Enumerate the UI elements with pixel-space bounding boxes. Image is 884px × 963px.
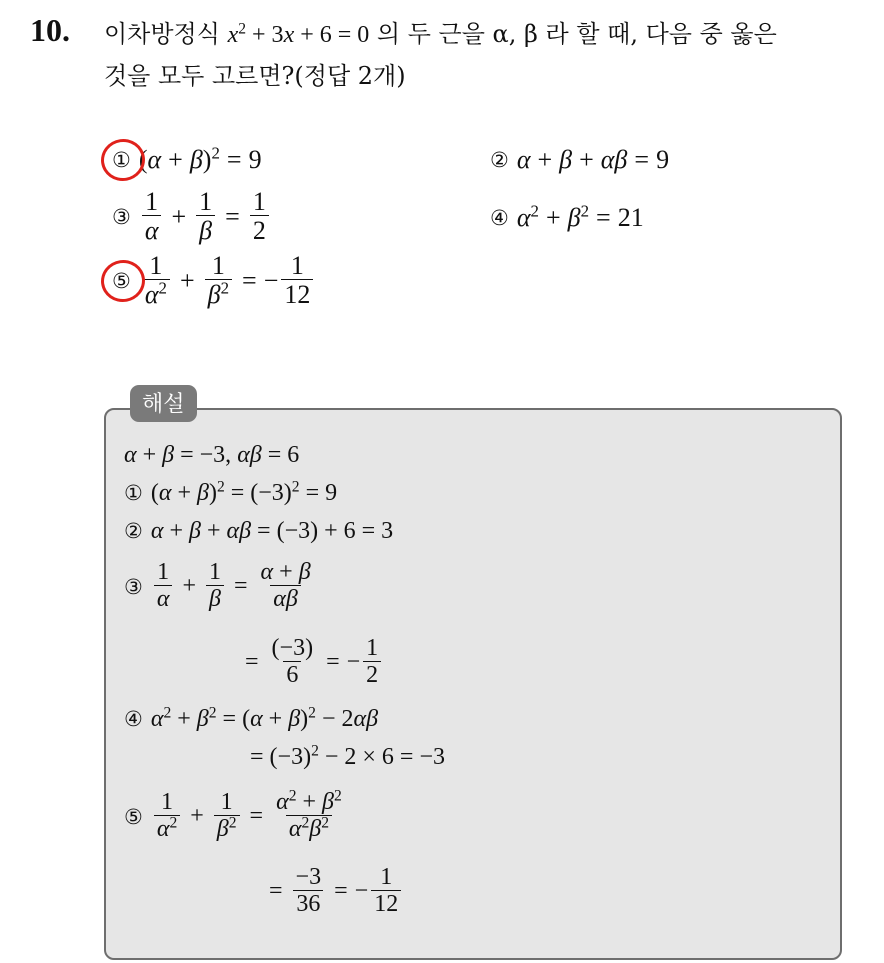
question-text-line2: 것을 모두 고르면?(정답 2개) bbox=[104, 62, 406, 90]
choice-2-label: ② bbox=[490, 148, 509, 172]
choice-2-expression: α + β + αβ = 9 bbox=[516, 145, 670, 174]
choice-3-label: ③ bbox=[112, 205, 131, 230]
choice-5[interactable]: ⑤ $\frac{1}{\alpha^2}$ + $\frac{1}{\beta^2}$ = − $\frac{1}{12}$ bbox=[112, 252, 316, 310]
explanation-tag: 해설 bbox=[130, 385, 197, 422]
explanation-line-4b: = $(-3)^2 - 2 \times 6 = -3$ bbox=[250, 742, 445, 770]
question-text-post: 의 두 근을 α, β 라 할 때, 다음 중 옳은 bbox=[369, 20, 777, 48]
choice-4[interactable] bbox=[490, 203, 644, 233]
explanation-line-4a: ④ $\alpha^2 + \beta^2 = (\alpha + \beta)^2 - 2\alpha\beta$ bbox=[124, 704, 379, 732]
choice-1-label: ① bbox=[112, 148, 131, 172]
explanation-line-3b: = $\frac{(-3)}{6}$ = − $\frac{1}{2}$ bbox=[238, 636, 384, 690]
choice-4-expression: $\alpha^2 + \beta^2 = 21$ bbox=[516, 201, 644, 232]
choice-5-label: ⑤ bbox=[112, 269, 131, 294]
question-text-pre: 이차방정식 bbox=[104, 20, 228, 48]
answer-mark-1 bbox=[98, 136, 147, 184]
choice-3[interactable]: ③ $\frac{1}{\alpha}$ + $\frac{1}{\beta}$ = $\frac{1}{2}$ bbox=[112, 188, 272, 246]
explanation-line-5b: = $\frac{-3}{36}$ = − $\frac{1}{12}$ bbox=[262, 865, 404, 919]
question-equation: $x^2 + 3x + 6 = 0$ bbox=[227, 20, 370, 48]
choice-4-label: ④ bbox=[490, 206, 509, 230]
explanation-line-0: α + β = −3, αβ = 6 bbox=[124, 442, 300, 468]
explanation-line-1: ① $(\alpha + \beta)^2 = (-3)^2 = 9$ bbox=[124, 478, 338, 506]
explanation-line-5a: ⑤ $\frac{1}{\alpha^2}$ + $\frac{1}{\beta^2}$ = $\frac{\alpha^2 + \beta^2}{\alpha^2\beta^2}$ bbox=[124, 787, 342, 843]
explanation-line-2: ② α + β + αβ = (−3) + 6 = 3 bbox=[124, 518, 394, 544]
question-number: 10. bbox=[30, 12, 70, 48]
choice-1-expression: $(\alpha + \beta)^2 = 9$ bbox=[138, 143, 262, 174]
choice-2[interactable] bbox=[490, 145, 669, 175]
explanation-line-3a: ③ $\frac{1}{\alpha}$ + $\frac{1}{\beta}$ = $\frac{\alpha + \beta}{\alpha\beta}$ bbox=[124, 559, 311, 613]
question-text-line1 bbox=[104, 14, 777, 49]
